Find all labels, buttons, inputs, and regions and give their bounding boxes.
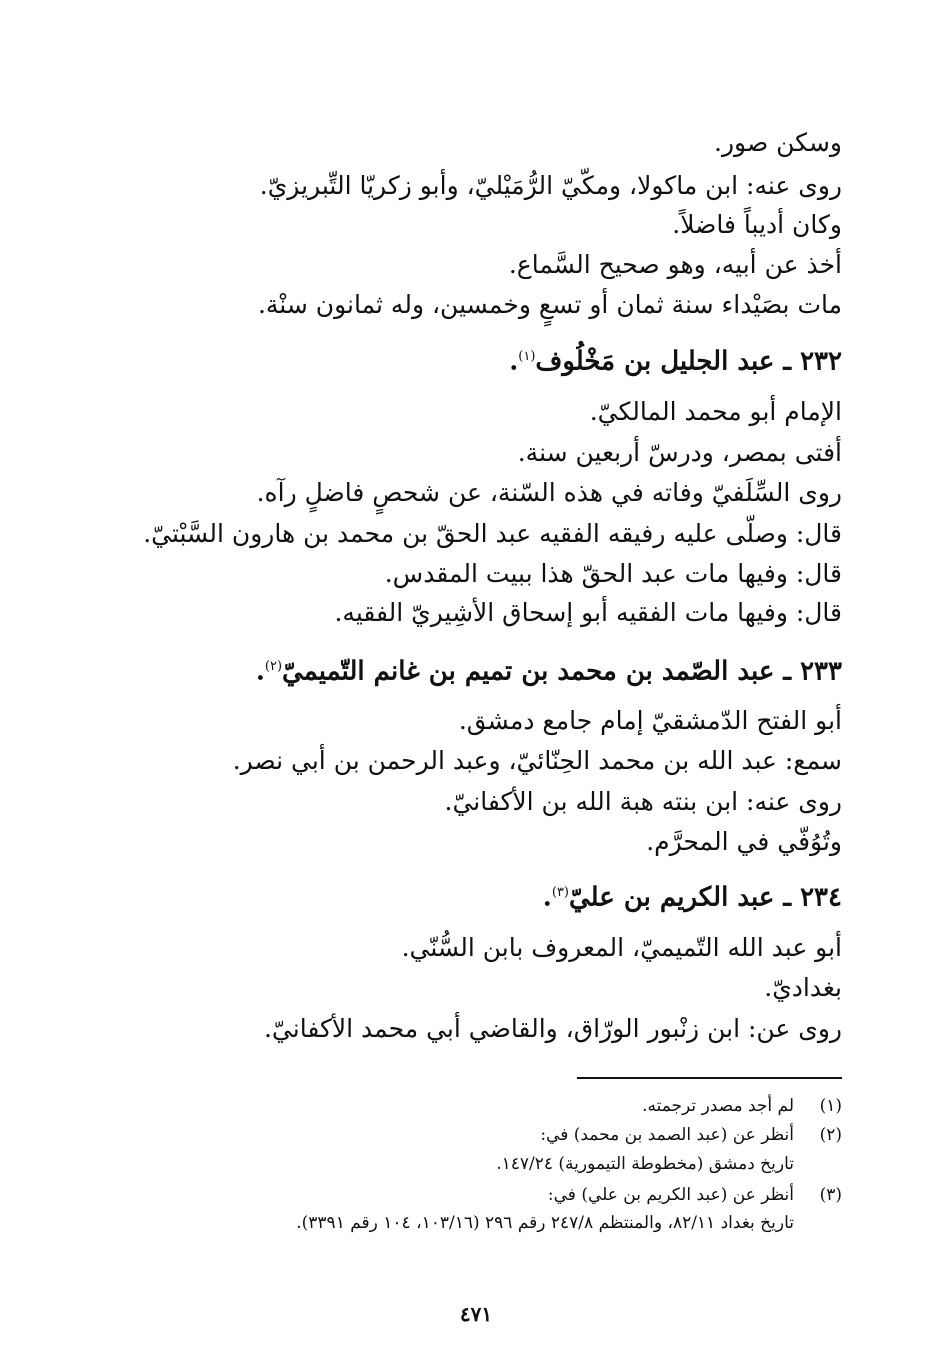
text-line: مات بصَيْداء سنة ثمان أو تسعٍ وخمسين، وله ثمانون سنْة. [257, 290, 842, 319]
entry-heading [90, 342, 842, 377]
footnote [120, 1184, 842, 1206]
text-line: روى عنه: ابن ماكولا، ومكّيّ الرُّمَيْليّ، وأبو زكريّا التِّبريزيّ. [259, 171, 842, 200]
text-line: روى عنه: ابن بنته هبة الله بن الأكفانيّ. [444, 787, 842, 816]
entry-heading-text: ٢٣٤ ـ عبد الكريم بن عليّ [569, 882, 842, 913]
entry-heading [90, 878, 842, 913]
text-line: بغداديّ. [764, 973, 842, 1002]
heading-period: . [542, 882, 552, 913]
entry-heading-text: ٢٣٢ ـ عبد الجليل بن مَخْلُوف [535, 346, 842, 377]
text-line: قال: وفيها مات عبد الحقّ هذا ببيت المقدس. [384, 559, 842, 588]
footnote-marker: (١) [518, 349, 536, 364]
text-line: قال: وفيها مات الفقيه أبو إسحاق الأشِيريّ الفقيه. [334, 598, 842, 627]
page-number: ٤٧١ [459, 1302, 493, 1326]
text-line: روى عن: ابن زنْبور الورّاق، والقاضي أبي محمد الأكفانيّ. [263, 1014, 842, 1043]
footnote-continuation: تاريخ بغداد ٨٢/١١، والمنتظم ٢٤٧/٨ رقم ٢٩٦ (١٠٣/١٦، ١٠٤ رقم ٣٣٩١). [296, 1213, 794, 1233]
footnote-marker: (٢) [264, 659, 283, 674]
footnote [120, 1124, 842, 1146]
footnote-text: لم أجد مصدر ترجمته. [642, 1096, 794, 1116]
footnote-number: (٣) [819, 1185, 842, 1205]
footnote-text: أنظر عن (عبد الكريم بن علي) في: [547, 1185, 794, 1205]
entry-heading-text: ٢٣٣ ـ عبد الصّمد بن محمد بن تميم بن غانم التّميميّ [282, 656, 842, 687]
footnote-number: (٢) [819, 1125, 842, 1145]
footnote-separator [577, 1077, 842, 1079]
footnote-text: أنظر عن (عبد الصمد بن محمد) في: [540, 1125, 794, 1145]
footnote-number: (١) [819, 1096, 842, 1116]
text-line: أبو عبد الله التّميميّ، المعروف بابن السُّنّي. [401, 933, 842, 962]
text-line: قال: وصلّى عليه رفيقه الفقيه عبد الحقّ بن محمد بن هارون السَّبْتيّ. [143, 519, 842, 548]
footnote [120, 1095, 842, 1117]
text-line: أبو الفتح الدّمشقيّ إمام جامع دمشق. [458, 706, 842, 735]
text-line: وسكن صور. [714, 128, 842, 157]
heading-period: . [509, 346, 519, 377]
text-line: الإمام أبو محمد المالكيّ. [589, 397, 842, 426]
text-line: سمع: عبد الله بن محمد الحِنّائيّ، وعبد الرحمن بن أبي نصر. [232, 746, 842, 775]
entry-heading [90, 652, 842, 687]
heading-period: . [255, 656, 265, 687]
footnote-marker: (٣) [551, 885, 569, 900]
text-line: روى السِّلَفيّ وفاته في هذه السّنة، عن شحصٍ فاضلٍ رآه. [256, 478, 842, 507]
text-line: وتُوُفّي في المحرَّم. [646, 827, 842, 856]
text-line: وكان أديباً فاضلاً. [672, 210, 842, 239]
text-line: أخذ عن أبيه، وهو صحيح السَّماع. [508, 250, 842, 279]
text-line: أفتى بمصر، ودرسّ أربعين سنة. [517, 438, 842, 467]
footnote-continuation: تاريخ دمشق (مخطوطة التيمورية) ١٤٧/٢٤. [496, 1154, 794, 1174]
